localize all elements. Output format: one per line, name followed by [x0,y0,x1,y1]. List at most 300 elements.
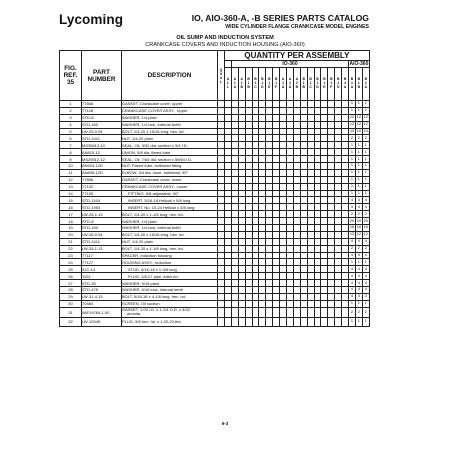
quantity-cell [238,245,245,252]
quantity-cell: 4 [362,293,369,300]
quantity-cell: 1 [349,317,356,326]
quantity-cell [252,317,259,326]
quantity-cell [287,280,294,287]
part-number-cell: 77117 [82,252,122,259]
quantity-cell [273,204,280,211]
description-cell: BOLT, 1/4-20 x 15/16 long, hex. hd. [122,128,218,135]
quantity-cell [273,317,280,326]
table-row [60,135,370,142]
quantity-cell [335,280,342,287]
quantity-cell [238,238,245,245]
quantity-cell [300,245,307,252]
quantity-cell [300,218,307,225]
quantity-cell [266,169,273,176]
quantity-cell: 4 [355,287,362,294]
quantity-cell [225,231,232,238]
quantity-cell [335,307,342,317]
quantity-cell: 1 [355,142,362,149]
part-number-cell: STD-8 [82,114,122,121]
quantity-cell [273,169,280,176]
quantity-cell [293,176,300,183]
quantity-cell [342,280,349,287]
quantity-cell [252,231,259,238]
quantity-cell [259,169,266,176]
quantity-cell [335,169,342,176]
quantity-cell [328,293,335,300]
quantity-cell [300,156,307,163]
quantity-cell: 1 [349,156,356,163]
quantity-cell: 1 [355,259,362,266]
quantity-cell [321,273,328,280]
quantity-cell [293,300,300,307]
quantity-cell: 2 [349,245,356,252]
part-number-cell: STD-160 [82,225,122,232]
quantity-cell [231,273,238,280]
quantity-cell [266,245,273,252]
quantity-cell [287,307,294,317]
quantity-cell [321,252,328,259]
quantity-cell [293,135,300,142]
quantity-cell [335,190,342,197]
table-row [60,156,370,163]
quantity-cell [342,245,349,252]
quantity-cell [300,142,307,149]
quantity-cell [300,176,307,183]
quantity-cell [231,317,238,326]
quantity-cell [321,135,328,142]
quantity-cell: 1 [349,101,356,108]
ref-cell: 9 [60,156,82,163]
quantity-cell: 4 [355,197,362,204]
description-cell: SEAL, Oil, 7/64 dia. section x 59/64 I.D. [122,156,218,163]
quantity-cell: 4 [349,293,356,300]
description-cell: BOLT, 1/4-20 x 1-1/8 long, hex. hd. [122,211,218,218]
quantity-cell [252,169,259,176]
qual-cell [218,163,225,170]
quantity-cell [314,273,321,280]
quantity-cell [252,135,259,142]
quantity-cell [321,114,328,121]
quantity-cell: 1 [355,183,362,190]
quantity-cell [321,225,328,232]
quantity-cell [293,218,300,225]
quantity-cell: 12 [356,232,361,237]
ref-cell: 24 [60,259,82,266]
quantity-cell [266,142,273,149]
quantity-cell [259,231,266,238]
description-cell: BOLT, 5/16-18 x 4-1/8 long, hex. hd. [122,293,218,300]
quantity-cell [252,280,259,287]
quantity-cell [266,300,273,307]
part-number-header: PART NUMBER [82,51,122,101]
table-row [60,259,370,266]
quantity-cell [280,107,287,114]
quantity-cell [300,128,307,135]
quantity-cell [321,218,328,225]
quantity-cell [335,128,342,135]
variant-group-io360: IO-360 [231,61,348,68]
table-row [60,204,370,211]
quantity-cell [273,280,280,287]
quantity-cell [238,163,245,170]
quantity-cell [231,259,238,266]
quantity-cell [273,218,280,225]
quantity-cell [266,197,273,204]
quantity-cell [307,225,314,232]
ref-cell: 26 [60,273,82,280]
quantity-cell [280,293,287,300]
quantity-cell [328,101,335,108]
quantity-cell [328,163,335,170]
quantity-cell [314,287,321,294]
quantity-cell [280,101,287,108]
part-number-cell: 70484 [82,300,122,307]
quantity-cell [307,204,314,211]
table-row [60,114,370,121]
quantity-cell [252,245,259,252]
ref-cell: 7 [60,142,82,149]
quantity-cell [287,287,294,294]
quantity-cell [266,218,273,225]
quantity-cell [293,245,300,252]
quantity-cell [266,156,273,163]
quantity-cell [252,266,259,273]
qual-cell [218,273,225,280]
ref-cell: 18 [60,218,82,225]
quantity-cell [280,128,287,135]
quantity-cell [252,252,259,259]
quantity-cell [225,197,232,204]
ref-cell: 17 [60,211,82,218]
quantity-cell [335,211,342,218]
quantity-cell [225,149,232,156]
quantity-cell [252,149,259,156]
quantity-cell [314,307,321,317]
quantity-cell [328,317,335,326]
quantity-cell [245,190,252,197]
table-row [60,190,370,197]
quantity-cell [245,266,252,273]
quantity-cell: 4 [362,204,369,211]
quantity-cell [266,252,273,259]
variant-header: A L L [225,68,232,101]
part-number-cell: 77666 [82,101,122,108]
qual-cell [218,156,225,163]
quantity-cell [280,238,287,245]
variant-header: B 1 E [266,68,273,101]
quantity-cell [321,121,328,128]
page-number: 6-3 [221,421,229,426]
table-row [60,176,370,183]
quantity-cell [335,156,342,163]
quantity-cell [342,190,349,197]
quantity-cell [342,197,349,204]
quantity-cell [238,204,245,211]
quantity-cell [293,156,300,163]
quantity-cell [231,280,238,287]
quantity-cell [300,252,307,259]
quantity-cell: 4 [349,197,356,204]
part-number-cell: LW-25-1.13 [82,245,122,252]
description-cell: CRANKCASE COVER ASSY., Upper [122,107,218,114]
variant-header: B 1 B [355,68,362,101]
quantity-cell: 1 [349,259,356,266]
quantity-cell [314,183,321,190]
quantity-cell [245,156,252,163]
quantity-cell [231,307,238,317]
quantity-cell [335,183,342,190]
qual-cell [218,266,225,273]
quantity-cell [335,231,342,238]
description-cell: WASHER, 5/16 plain [122,280,218,287]
variant-header: B 1 A [349,68,356,101]
quantity-cell [287,300,294,307]
quantity-cell [314,245,321,252]
quantity-cell [342,238,349,245]
description-cell: SPACER, Induction housing [122,252,218,259]
quantity-cell [259,317,266,326]
quantity-cell [293,273,300,280]
description-cell: STUD, 5/16-18 x 1-3/8 long [122,266,218,273]
ref-cell: 3 [60,114,82,121]
quantity-cell [287,238,294,245]
quantity-cell [252,204,259,211]
quantity-cell [238,211,245,218]
quantity-cell [245,245,252,252]
quantity-cell [225,317,232,326]
description-cell: NUT, Flared tube, bulkhead fitting [122,163,218,170]
fig-ref-header: FIG. REF. 35 [60,51,82,101]
quantity-cell [245,163,252,170]
qual-cell [218,307,225,317]
quantity-cell [252,287,259,294]
quantity-cell [314,238,321,245]
quantity-cell [231,149,238,156]
quantity-cell [328,211,335,218]
quantity-cell [314,300,321,307]
quantity-cell [266,107,273,114]
quantity-cell [287,107,294,114]
quantity-cell [231,238,238,245]
variant-header: B 1 D [314,68,321,101]
qual-cell [218,135,225,142]
description-cell: WASHER, 1/4 lock, internal teeth [122,121,218,128]
quantity-cell [259,163,266,170]
qual-cell [218,218,225,225]
variant-header: B 1 B [300,68,307,101]
quantity-cell [300,197,307,204]
quantity-cell [225,204,232,211]
qual-cell [218,121,225,128]
quantity-cell [314,211,321,218]
quantity-cell [335,121,342,128]
quantity-cell [266,280,273,287]
description-cell: HOUSING ASSY., Induction [122,259,218,266]
quantity-cell [280,114,287,121]
quantity-cell [328,114,335,121]
quantity-cell: 1 [362,149,369,156]
quantity-cell [328,142,335,149]
qual-header: Q U A L [218,51,225,101]
quantity-cell [287,121,294,128]
quantity-cell [280,163,287,170]
quantity-cell [280,142,287,149]
quantity-cell [307,149,314,156]
quantity-cell [307,128,314,135]
quantity-cell [328,107,335,114]
quantity-cell [273,128,280,135]
quantity-cell [335,252,342,259]
quantity-cell [335,107,342,114]
quantity-cell [259,307,266,317]
description-cell: WASHER, 5/16 lock, internal teeth [122,287,218,294]
quantity-cell [266,121,273,128]
quantity-cell: 4 [349,280,356,287]
quantity-cell [328,190,335,197]
quantity-cell [287,128,294,135]
quantity-cell [293,190,300,197]
quantity-cell [245,218,252,225]
qual-cell [218,225,225,232]
quantity-cell [259,300,266,307]
quantity-cell [252,218,259,225]
quantity-cell [328,280,335,287]
table-row [60,317,370,326]
table-row [60,231,370,238]
quantity-cell: 1 [349,142,356,149]
quantity-cell [273,114,280,121]
part-number-cell: MS35613-10 [82,142,122,149]
quantity-cell [280,211,287,218]
quantity-cell: 20 [363,218,368,223]
table-row [60,280,370,287]
quantity-cell [225,163,232,170]
quantity-cell [287,156,294,163]
quantity-cell [335,266,342,273]
quantity-cell [252,259,259,266]
quantity-cell [231,190,238,197]
quantity-cell [231,107,238,114]
quantity-cell [300,204,307,211]
quantity-cell [328,252,335,259]
quantity-cell [307,317,314,326]
quantity-cell [335,114,342,121]
quantity-cell [266,231,273,238]
description-cell: INSERT, No. 10-24 Helicoil x 3/8 long [122,204,218,211]
quantity-cell [293,225,300,232]
quantity-cell [273,300,280,307]
part-number-cell: 77127 [82,259,122,266]
quantity-cell [225,107,232,114]
ref-cell: 31 [60,307,82,317]
qual-cell [218,287,225,294]
section-title: OIL SUMP AND INDUCTION SYSTEM [176,35,274,41]
quantity-cell [335,149,342,156]
quantity-cell [328,259,335,266]
quantity-cell [252,101,259,108]
quantity-cell [300,163,307,170]
quantity-cell [342,107,349,114]
quantity-cell [245,107,252,114]
quantity-cell [280,245,287,252]
quantity-cell: 1 [355,156,362,163]
quantity-cell [287,317,294,326]
quantity-cell: 4 [362,280,369,287]
quantity-cell: 1 [349,300,356,307]
quantity-cell [307,183,314,190]
quantity-cell [328,307,335,317]
quantity-cell [321,307,328,317]
quantity-cell [328,204,335,211]
ref-cell: 14 [60,190,82,197]
part-number-cell: 77656 [82,176,122,183]
part-number-cell: 06E19769-1.00 [82,307,122,317]
ref-cell: 28 [60,287,82,294]
quantity-cell [238,225,245,232]
quantity-cell [293,169,300,176]
quantity-cell [335,163,342,170]
description-cell: NUT, 1/4-20 plain [122,238,218,245]
quantity-cell: 1 [355,101,362,108]
quantity-cell: 10 [363,129,368,133]
quantity-cell [266,101,273,108]
qual-cell [218,176,225,183]
quantity-cell [342,252,349,259]
quantity-cell: 1 [362,183,369,190]
quantity-cell [245,225,252,232]
quantity-cell [231,142,238,149]
quantity-cell: 4 [349,204,356,211]
table-row [60,252,370,259]
part-number-cell: STD-160 [82,121,122,128]
quantity-cell [307,218,314,225]
quantity-cell [238,280,245,287]
quantity-cell [252,273,259,280]
quantity-cell [342,266,349,273]
variant-group-aio360: AIO-360 [349,61,369,67]
quantity-cell [307,259,314,266]
quantity-cell [259,149,266,156]
quantity-cell [238,135,245,142]
quantity-cell [328,300,335,307]
catalog-subtitle: WIDE CYLINDER FLANGE CRANKCASE MODEL ENGINES [225,24,369,30]
quantity-cell [335,225,342,232]
quantity-cell [314,218,321,225]
quantity-cell: 20 [349,218,355,223]
quantity-cell: 1 [362,259,369,266]
quantity-cell [245,252,252,259]
quantity-cell [252,142,259,149]
quantity-cell: 4 [362,266,369,273]
quantity-cell [280,135,287,142]
quantity-cell [300,266,307,273]
quantity-cell [342,156,349,163]
quantity-cell [293,307,300,317]
quantity-cell [238,149,245,156]
quantity-cell [307,176,314,183]
quantity-cell [280,169,287,176]
quantity-cell [252,197,259,204]
quantity-cell: 1 [355,149,362,156]
part-number-cell: 31C-14 [82,266,122,273]
quantity-cell [335,101,342,108]
quantity-cell [314,204,321,211]
quantity-cell [314,149,321,156]
quantity-cell [314,225,321,232]
quantity-cell [293,121,300,128]
table-row [60,245,370,252]
quantity-cell [259,190,266,197]
